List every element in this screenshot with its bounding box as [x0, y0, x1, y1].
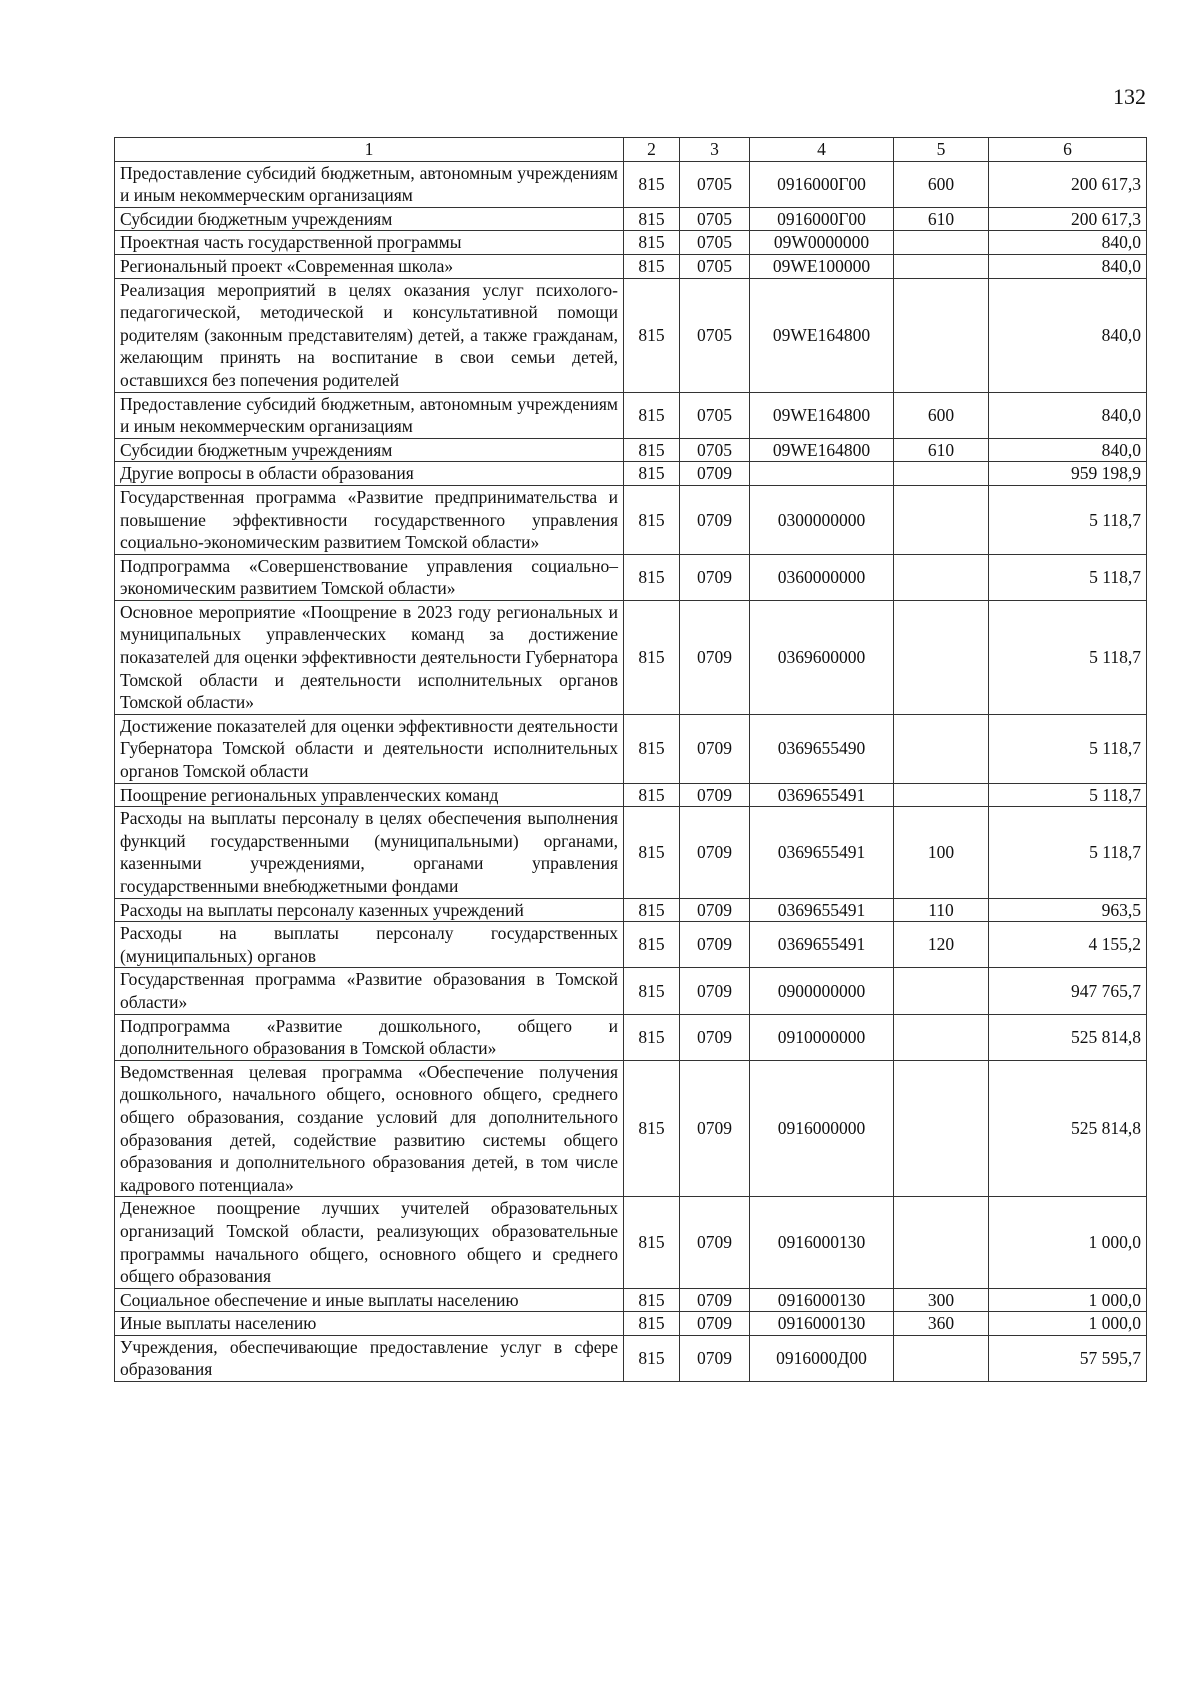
section-code-cell: 0709 — [680, 1312, 750, 1336]
section-code-cell: 0705 — [680, 231, 750, 255]
row-name-cell: Учреждения, обеспечивающие предоставление услуг в сфере образования — [115, 1335, 624, 1381]
table-row — [115, 922, 1147, 968]
table-row — [115, 462, 1147, 486]
table-row — [115, 600, 1147, 714]
amount-cell: 840,0 — [989, 231, 1147, 255]
table-row — [115, 254, 1147, 278]
amount-cell: 1 000,0 — [989, 1312, 1147, 1336]
row-name-cell: Другие вопросы в области образования — [115, 462, 624, 486]
expense-type-cell: 610 — [894, 438, 989, 462]
table-row — [115, 783, 1147, 807]
expense-type-cell — [894, 714, 989, 783]
target-code-cell: 09WE100000 — [750, 254, 894, 278]
row-name-cell: Реализация мероприятий в целях оказания услуг психолого-педагогической, методической и консультативной помощи родителям (законным представителям) детей, а также гражданам, желающим принять на воспитание в свои семьи детей, оставшихся без попечения родителей — [115, 278, 624, 392]
table-row — [115, 161, 1147, 207]
amount-cell: 5 118,7 — [989, 783, 1147, 807]
table-row — [115, 714, 1147, 783]
amount-cell: 947 765,7 — [989, 968, 1147, 1014]
header-cell: 5 — [894, 138, 989, 162]
section-code-cell: 0709 — [680, 968, 750, 1014]
ministry-code-cell: 815 — [624, 161, 680, 207]
row-name-cell: Проектная часть государственной программы — [115, 231, 624, 255]
section-code-cell: 0705 — [680, 207, 750, 231]
table-row — [115, 807, 1147, 898]
ministry-code-cell: 815 — [624, 231, 680, 255]
amount-cell: 840,0 — [989, 254, 1147, 278]
section-code-cell: 0705 — [680, 392, 750, 438]
row-name-cell: Субсидии бюджетным учреждениям — [115, 438, 624, 462]
amount-cell: 200 617,3 — [989, 207, 1147, 231]
target-code-cell: 0369600000 — [750, 600, 894, 714]
section-code-cell: 0705 — [680, 438, 750, 462]
ministry-code-cell: 815 — [624, 807, 680, 898]
ministry-code-cell: 815 — [624, 1288, 680, 1312]
ministry-code-cell: 815 — [624, 1312, 680, 1336]
target-code-cell: 0369655490 — [750, 714, 894, 783]
row-name-cell: Государственная программа «Развитие образования в Томской области» — [115, 968, 624, 1014]
table-row — [115, 207, 1147, 231]
section-code-cell: 0709 — [680, 783, 750, 807]
ministry-code-cell: 815 — [624, 554, 680, 600]
table-row — [115, 1312, 1147, 1336]
ministry-code-cell: 815 — [624, 1014, 680, 1060]
header-cell: 6 — [989, 138, 1147, 162]
amount-cell: 5 118,7 — [989, 807, 1147, 898]
table-row — [115, 392, 1147, 438]
expense-type-cell — [894, 1335, 989, 1381]
expense-type-cell: 610 — [894, 207, 989, 231]
amount-cell: 5 118,7 — [989, 554, 1147, 600]
amount-cell: 4 155,2 — [989, 922, 1147, 968]
section-code-cell: 0709 — [680, 1288, 750, 1312]
target-code-cell: 0916000Г00 — [750, 207, 894, 231]
expense-type-cell — [894, 554, 989, 600]
amount-cell: 959 198,9 — [989, 462, 1147, 486]
header-row — [115, 138, 1147, 162]
row-name-cell: Региональный проект «Современная школа» — [115, 254, 624, 278]
target-code-cell: 09W0000000 — [750, 231, 894, 255]
row-name-cell: Иные выплаты населению — [115, 1312, 624, 1336]
section-code-cell: 0709 — [680, 922, 750, 968]
amount-cell: 5 118,7 — [989, 485, 1147, 554]
table-row — [115, 1014, 1147, 1060]
row-name-cell: Предоставление субсидий бюджетным, автономным учреждениям и иным некоммерческим организациям — [115, 392, 624, 438]
target-code-cell: 0916000130 — [750, 1288, 894, 1312]
amount-cell: 525 814,8 — [989, 1060, 1147, 1197]
row-name-cell: Поощрение региональных управленческих команд — [115, 783, 624, 807]
target-code-cell: 0360000000 — [750, 554, 894, 600]
expense-type-cell — [894, 600, 989, 714]
ministry-code-cell: 815 — [624, 922, 680, 968]
table-row — [115, 898, 1147, 922]
table-row — [115, 231, 1147, 255]
row-name-cell: Государственная программа «Развитие предпринимательства и повышение эффективности государственного управления социально-экономическим развитием Томской области» — [115, 485, 624, 554]
section-code-cell: 0709 — [680, 1060, 750, 1197]
row-name-cell: Расходы на выплаты персоналу казенных учреждений — [115, 898, 624, 922]
amount-cell: 840,0 — [989, 438, 1147, 462]
section-code-cell: 0709 — [680, 462, 750, 486]
row-name-cell: Субсидии бюджетным учреждениям — [115, 207, 624, 231]
amount-cell: 840,0 — [989, 392, 1147, 438]
section-code-cell: 0709 — [680, 898, 750, 922]
ministry-code-cell: 815 — [624, 968, 680, 1014]
section-code-cell: 0705 — [680, 161, 750, 207]
target-code-cell: 0369655491 — [750, 783, 894, 807]
ministry-code-cell: 815 — [624, 438, 680, 462]
target-code-cell: 0916000130 — [750, 1312, 894, 1336]
section-code-cell: 0709 — [680, 600, 750, 714]
amount-cell: 840,0 — [989, 278, 1147, 392]
expense-type-cell — [894, 1197, 989, 1288]
ministry-code-cell: 815 — [624, 1335, 680, 1381]
amount-cell: 963,5 — [989, 898, 1147, 922]
budget-table — [114, 137, 1147, 1382]
ministry-code-cell: 815 — [624, 254, 680, 278]
table-row — [115, 1197, 1147, 1288]
row-name-cell: Подпрограмма «Развитие дошкольного, общего и дополнительного образования в Томской области» — [115, 1014, 624, 1060]
expense-type-cell — [894, 1060, 989, 1197]
section-code-cell: 0709 — [680, 1014, 750, 1060]
row-name-cell: Основное мероприятие «Поощрение в 2023 году региональных и муниципальных управленческих команд за достижение показателей для оценки эффективности деятельности Губернатора Томской области и деятельности исполнительных органов Томской области» — [115, 600, 624, 714]
expense-type-cell: 300 — [894, 1288, 989, 1312]
target-code-cell: 0369655491 — [750, 922, 894, 968]
amount-cell: 1 000,0 — [989, 1197, 1147, 1288]
expense-type-cell — [894, 968, 989, 1014]
row-name-cell: Предоставление субсидий бюджетным, автономным учреждениям и иным некоммерческим организациям — [115, 161, 624, 207]
expense-type-cell — [894, 231, 989, 255]
expense-type-cell: 100 — [894, 807, 989, 898]
table-row — [115, 485, 1147, 554]
ministry-code-cell: 815 — [624, 1060, 680, 1197]
section-code-cell: 0709 — [680, 807, 750, 898]
ministry-code-cell: 815 — [624, 600, 680, 714]
expense-type-cell: 120 — [894, 922, 989, 968]
table-row — [115, 1288, 1147, 1312]
section-code-cell: 0709 — [680, 485, 750, 554]
ministry-code-cell: 815 — [624, 898, 680, 922]
target-code-cell: 0900000000 — [750, 968, 894, 1014]
ministry-code-cell: 815 — [624, 1197, 680, 1288]
target-code-cell: 09WE164800 — [750, 438, 894, 462]
ministry-code-cell: 815 — [624, 207, 680, 231]
section-code-cell: 0709 — [680, 1335, 750, 1381]
row-name-cell: Подпрограмма «Совершенствование управления социально–экономическим развитием Томской области» — [115, 554, 624, 600]
target-code-cell: 09WE164800 — [750, 392, 894, 438]
expense-type-cell: 360 — [894, 1312, 989, 1336]
target-code-cell: 0369655491 — [750, 898, 894, 922]
header-cell: 3 — [680, 138, 750, 162]
header-cell: 4 — [750, 138, 894, 162]
table-body — [115, 161, 1147, 1381]
header-cell: 2 — [624, 138, 680, 162]
section-code-cell: 0705 — [680, 278, 750, 392]
expense-type-cell — [894, 485, 989, 554]
section-code-cell: 0709 — [680, 1197, 750, 1288]
table-row — [115, 1335, 1147, 1381]
page-number: 132 — [1113, 84, 1146, 109]
amount-cell: 200 617,3 — [989, 161, 1147, 207]
expense-type-cell: 110 — [894, 898, 989, 922]
header-cell: 1 — [115, 138, 624, 162]
row-name-cell: Расходы на выплаты персоналу в целях обеспечения выполнения функций государственными (муниципальными) органами, казенными учреждениями, органами управления государственными внебюджетными фондами — [115, 807, 624, 898]
target-code-cell: 0910000000 — [750, 1014, 894, 1060]
target-code-cell: 0300000000 — [750, 485, 894, 554]
ministry-code-cell: 815 — [624, 462, 680, 486]
row-name-cell: Ведомственная целевая программа «Обеспечение получения дошкольного, начального общего, основного общего, среднего общего образования, создание условий для дополнительного образования детей, содействие развитию системы общего образования и дополнительного образования детей, в том числе кадрового потенциала» — [115, 1060, 624, 1197]
row-name-cell: Расходы на выплаты персоналу государственных (муниципальных) органов — [115, 922, 624, 968]
target-code-cell: 0369655491 — [750, 807, 894, 898]
amount-cell: 5 118,7 — [989, 600, 1147, 714]
expense-type-cell — [894, 254, 989, 278]
row-name-cell: Социальное обеспечение и иные выплаты населению — [115, 1288, 624, 1312]
section-code-cell: 0705 — [680, 254, 750, 278]
table-row — [115, 278, 1147, 392]
expense-type-cell — [894, 278, 989, 392]
row-name-cell: Достижение показателей для оценки эффективности деятельности Губернатора Томской области и деятельности исполнительных органов Томской области — [115, 714, 624, 783]
amount-cell: 525 814,8 — [989, 1014, 1147, 1060]
expense-type-cell — [894, 1014, 989, 1060]
section-code-cell: 0709 — [680, 714, 750, 783]
amount-cell: 1 000,0 — [989, 1288, 1147, 1312]
target-code-cell: 0916000Г00 — [750, 161, 894, 207]
table-row — [115, 1060, 1147, 1197]
table-row — [115, 968, 1147, 1014]
expense-type-cell: 600 — [894, 161, 989, 207]
section-code-cell: 0709 — [680, 554, 750, 600]
ministry-code-cell: 815 — [624, 278, 680, 392]
target-code-cell: 0916000Д00 — [750, 1335, 894, 1381]
expense-type-cell — [894, 783, 989, 807]
target-code-cell: 0916000130 — [750, 1197, 894, 1288]
ministry-code-cell: 815 — [624, 714, 680, 783]
table-row — [115, 438, 1147, 462]
expense-type-cell: 600 — [894, 392, 989, 438]
expense-type-cell — [894, 462, 989, 486]
target-code-cell: 09WE164800 — [750, 278, 894, 392]
ministry-code-cell: 815 — [624, 392, 680, 438]
target-code-cell — [750, 462, 894, 486]
ministry-code-cell: 815 — [624, 783, 680, 807]
row-name-cell: Денежное поощрение лучших учителей образовательных организаций Томской области, реализующих образовательные программы начального общего, основного общего и среднего общего образования — [115, 1197, 624, 1288]
target-code-cell: 0916000000 — [750, 1060, 894, 1197]
amount-cell: 5 118,7 — [989, 714, 1147, 783]
ministry-code-cell: 815 — [624, 485, 680, 554]
table-row — [115, 554, 1147, 600]
amount-cell: 57 595,7 — [989, 1335, 1147, 1381]
